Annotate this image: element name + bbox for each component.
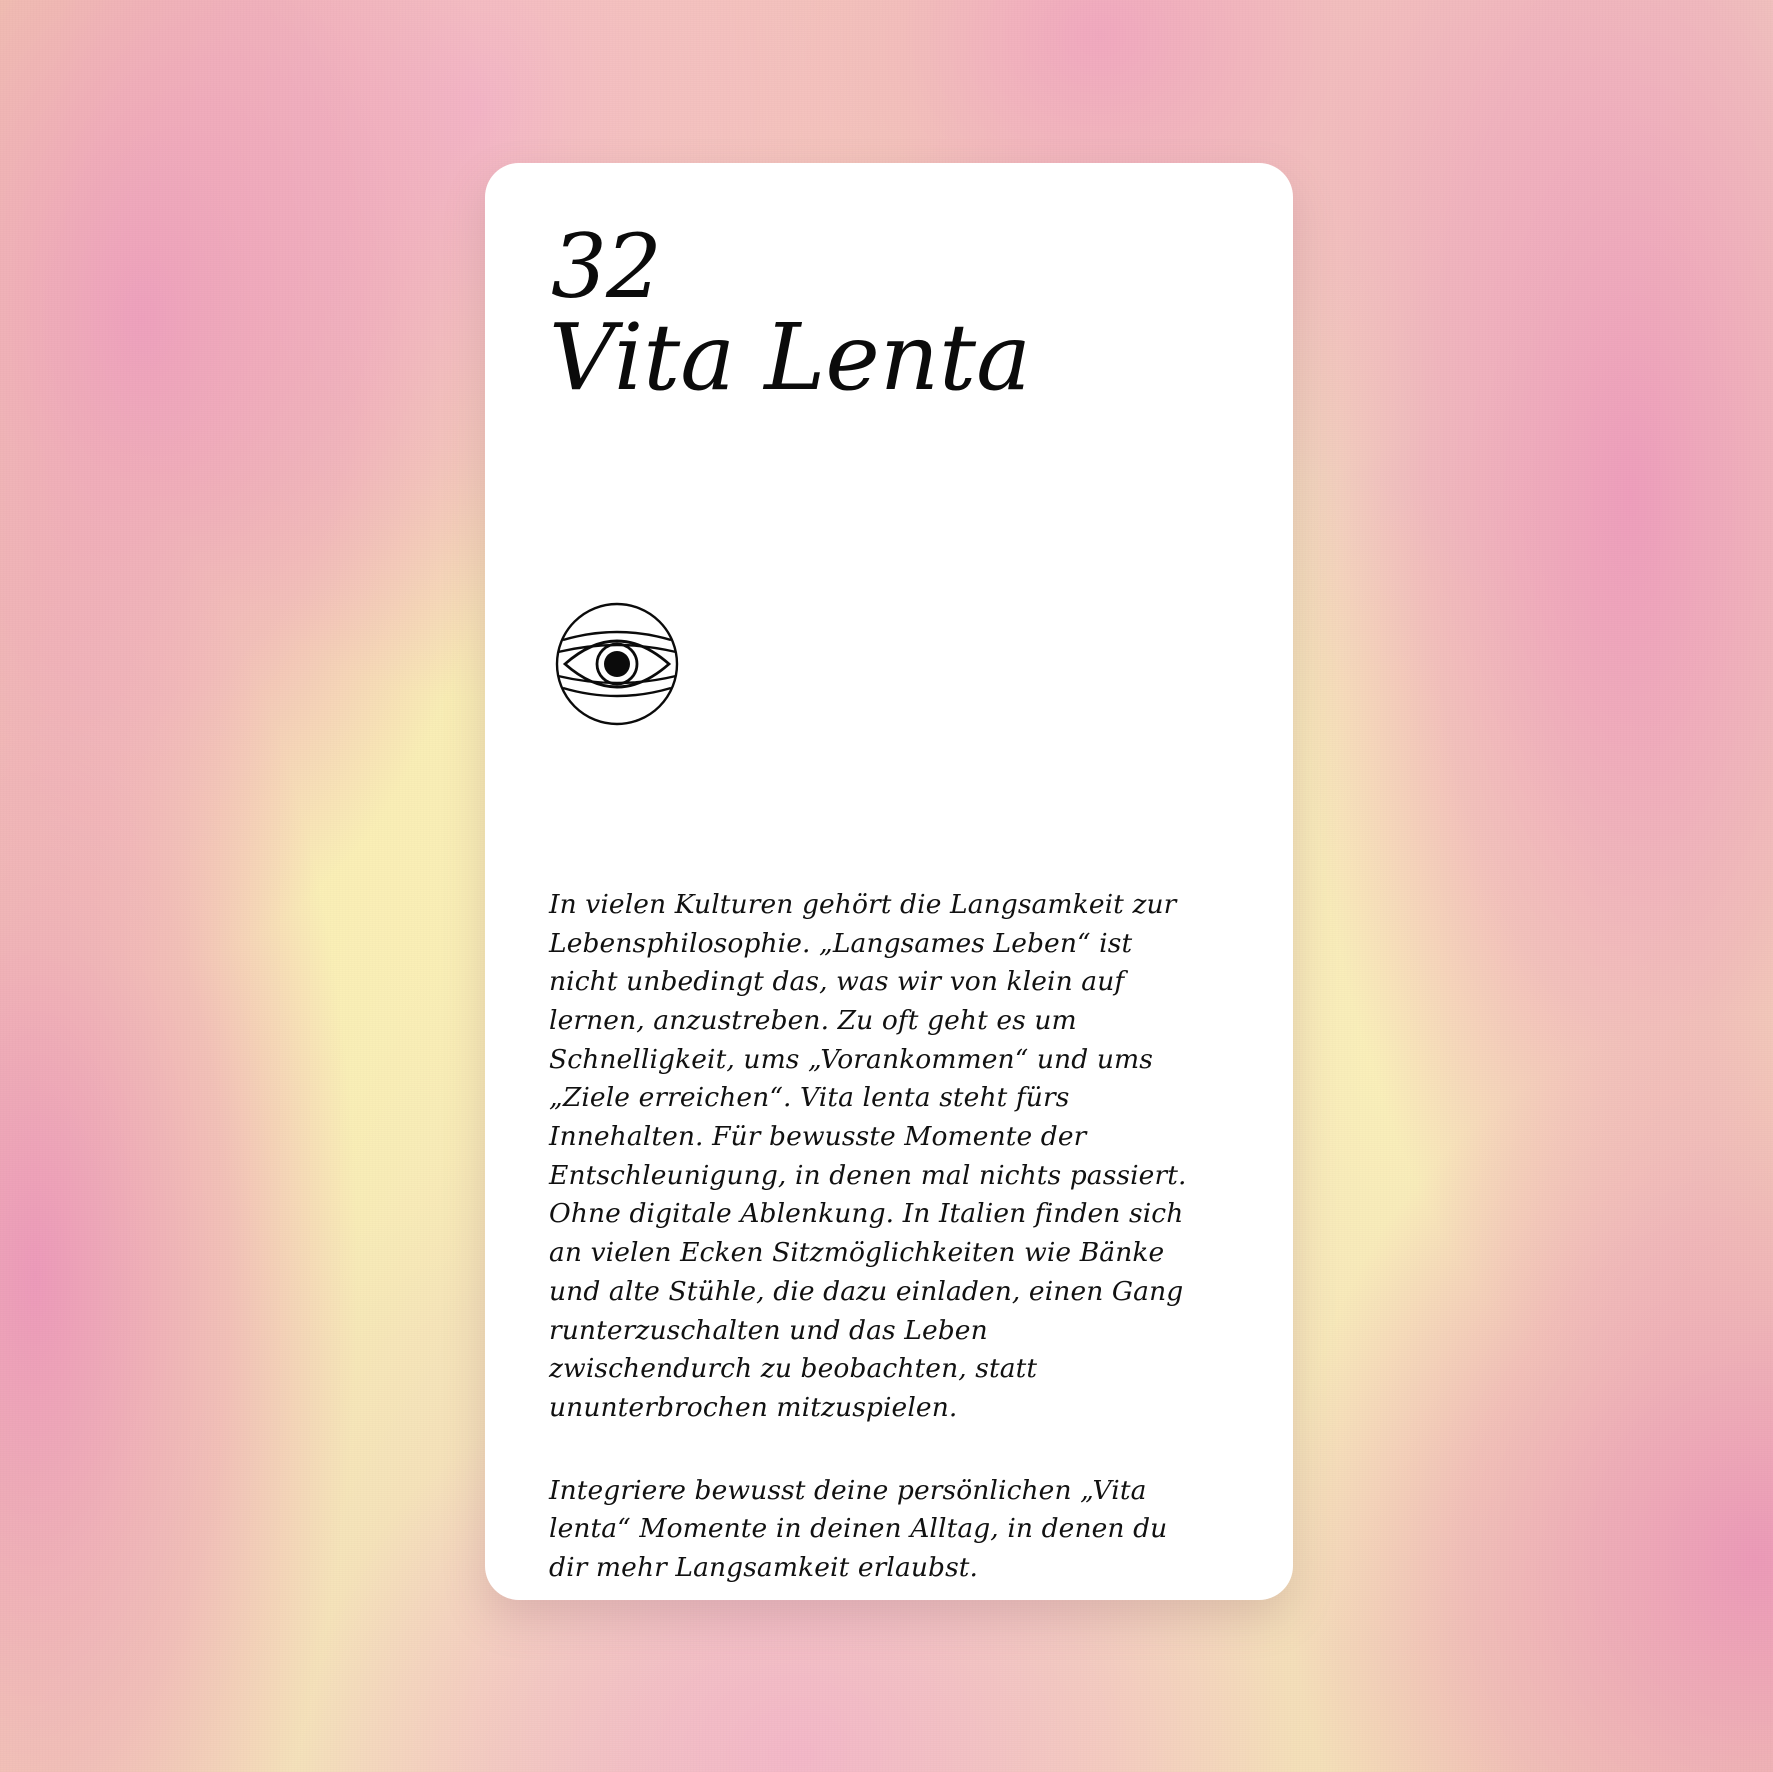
- card-title: Vita Lenta: [549, 303, 1031, 411]
- insight-card: [485, 163, 1293, 1600]
- card-number: 32: [551, 215, 661, 318]
- body-paragraph-1: In vielen Kulturen gehört die Langsamkeit zur Lebensphilosophie. „Langsames Leben“ ist nicht unbedingt das, was wir von klein auf lernen, anzustreben. Zu oft geht es um Schnelligkeit, ums „Vorankommen“ und ums „Ziele erreichen“. Vita lenta steht fürs Innehalten. Für bewusste Momente der Entschleunigung, in denen mal nichts passiert. Ohne digitale Ablenkung. In Italien finden sich an vielen Ecken Sitzmöglichkeiten wie Bänke und alte Stühle, die dazu einladen, einen Gang runterzuschalten und das Leben zwischendurch zu beobachten, statt ununterbrochen mitzuspielen.: [549, 888, 1187, 1423]
- body-paragraph-2: Integriere bewusst deine persönlichen „Vita lenta“ Momente in deinen Alltag, in denen du dir mehr Langsamkeit erlaubst.: [549, 1474, 1168, 1583]
- card-body: [549, 886, 1189, 1588]
- eye-in-circle-icon: [553, 600, 681, 728]
